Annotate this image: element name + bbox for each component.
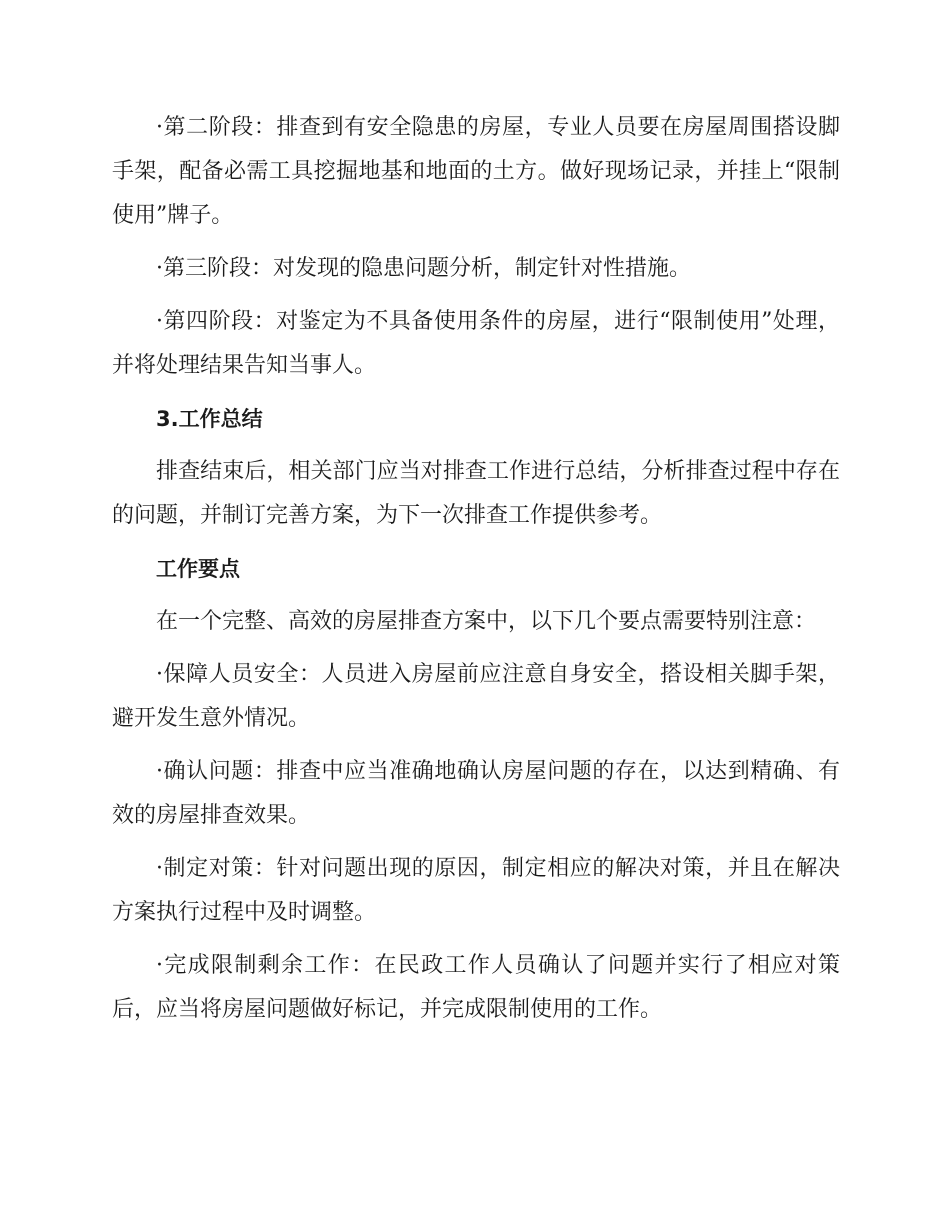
paragraph-key-points-intro: 在一个完整、高效的房屋排查方案中，以下几个要点需要特别注意： — [156, 609, 817, 634]
paragraph-stage-four: ·第四阶段：对鉴定为不具备使用条件的房屋，进行“限制使用”处理，并将处理结果告知当事人。 — [112, 309, 840, 378]
document-body — [112, 106, 840, 1041]
paragraph-point-countermeasures: ·制定对策：针对问题出现的原因，制定相应的解决对策，并且在解决方案执行过程中及时调整。 — [112, 856, 840, 925]
paragraph-point-complete-restriction: ·完成限制剩余工作：在民政工作人员确认了问题并实行了相应对策后，应当将房屋问题做好标记，并完成限制使用的工作。 — [112, 953, 840, 1022]
paragraph-work-summary: 排查结束后，相关部门应当对排查工作进行总结，分析排查过程中存在的问题，并制订完善方案，为下一次排查工作提供参考。 — [112, 459, 840, 528]
paragraph-stage-three: ·第三阶段：对发现的隐患问题分析，制定针对性措施。 — [156, 256, 691, 281]
paragraph-point-confirm: ·确认问题：排查中应当准确地确认房屋问题的存在，以达到精确、有效的房屋排查效果。 — [112, 759, 840, 828]
heading-key-points: 工作要点 — [156, 557, 240, 581]
heading-work-summary: 3.工作总结 — [156, 407, 263, 431]
paragraph-stage-two: ·第二阶段：排查到有安全隐患的房屋，专业人员要在房屋周围搭设脚手架，配备必需工具挖掘地基和地面的土方。做好现场记录，并挂上“限制使用”牌子。 — [112, 115, 840, 228]
paragraph-point-safety: ·保障人员安全：人员进入房屋前应注意自身安全，搭设相关脚手架，避开发生意外情况。 — [112, 662, 840, 731]
